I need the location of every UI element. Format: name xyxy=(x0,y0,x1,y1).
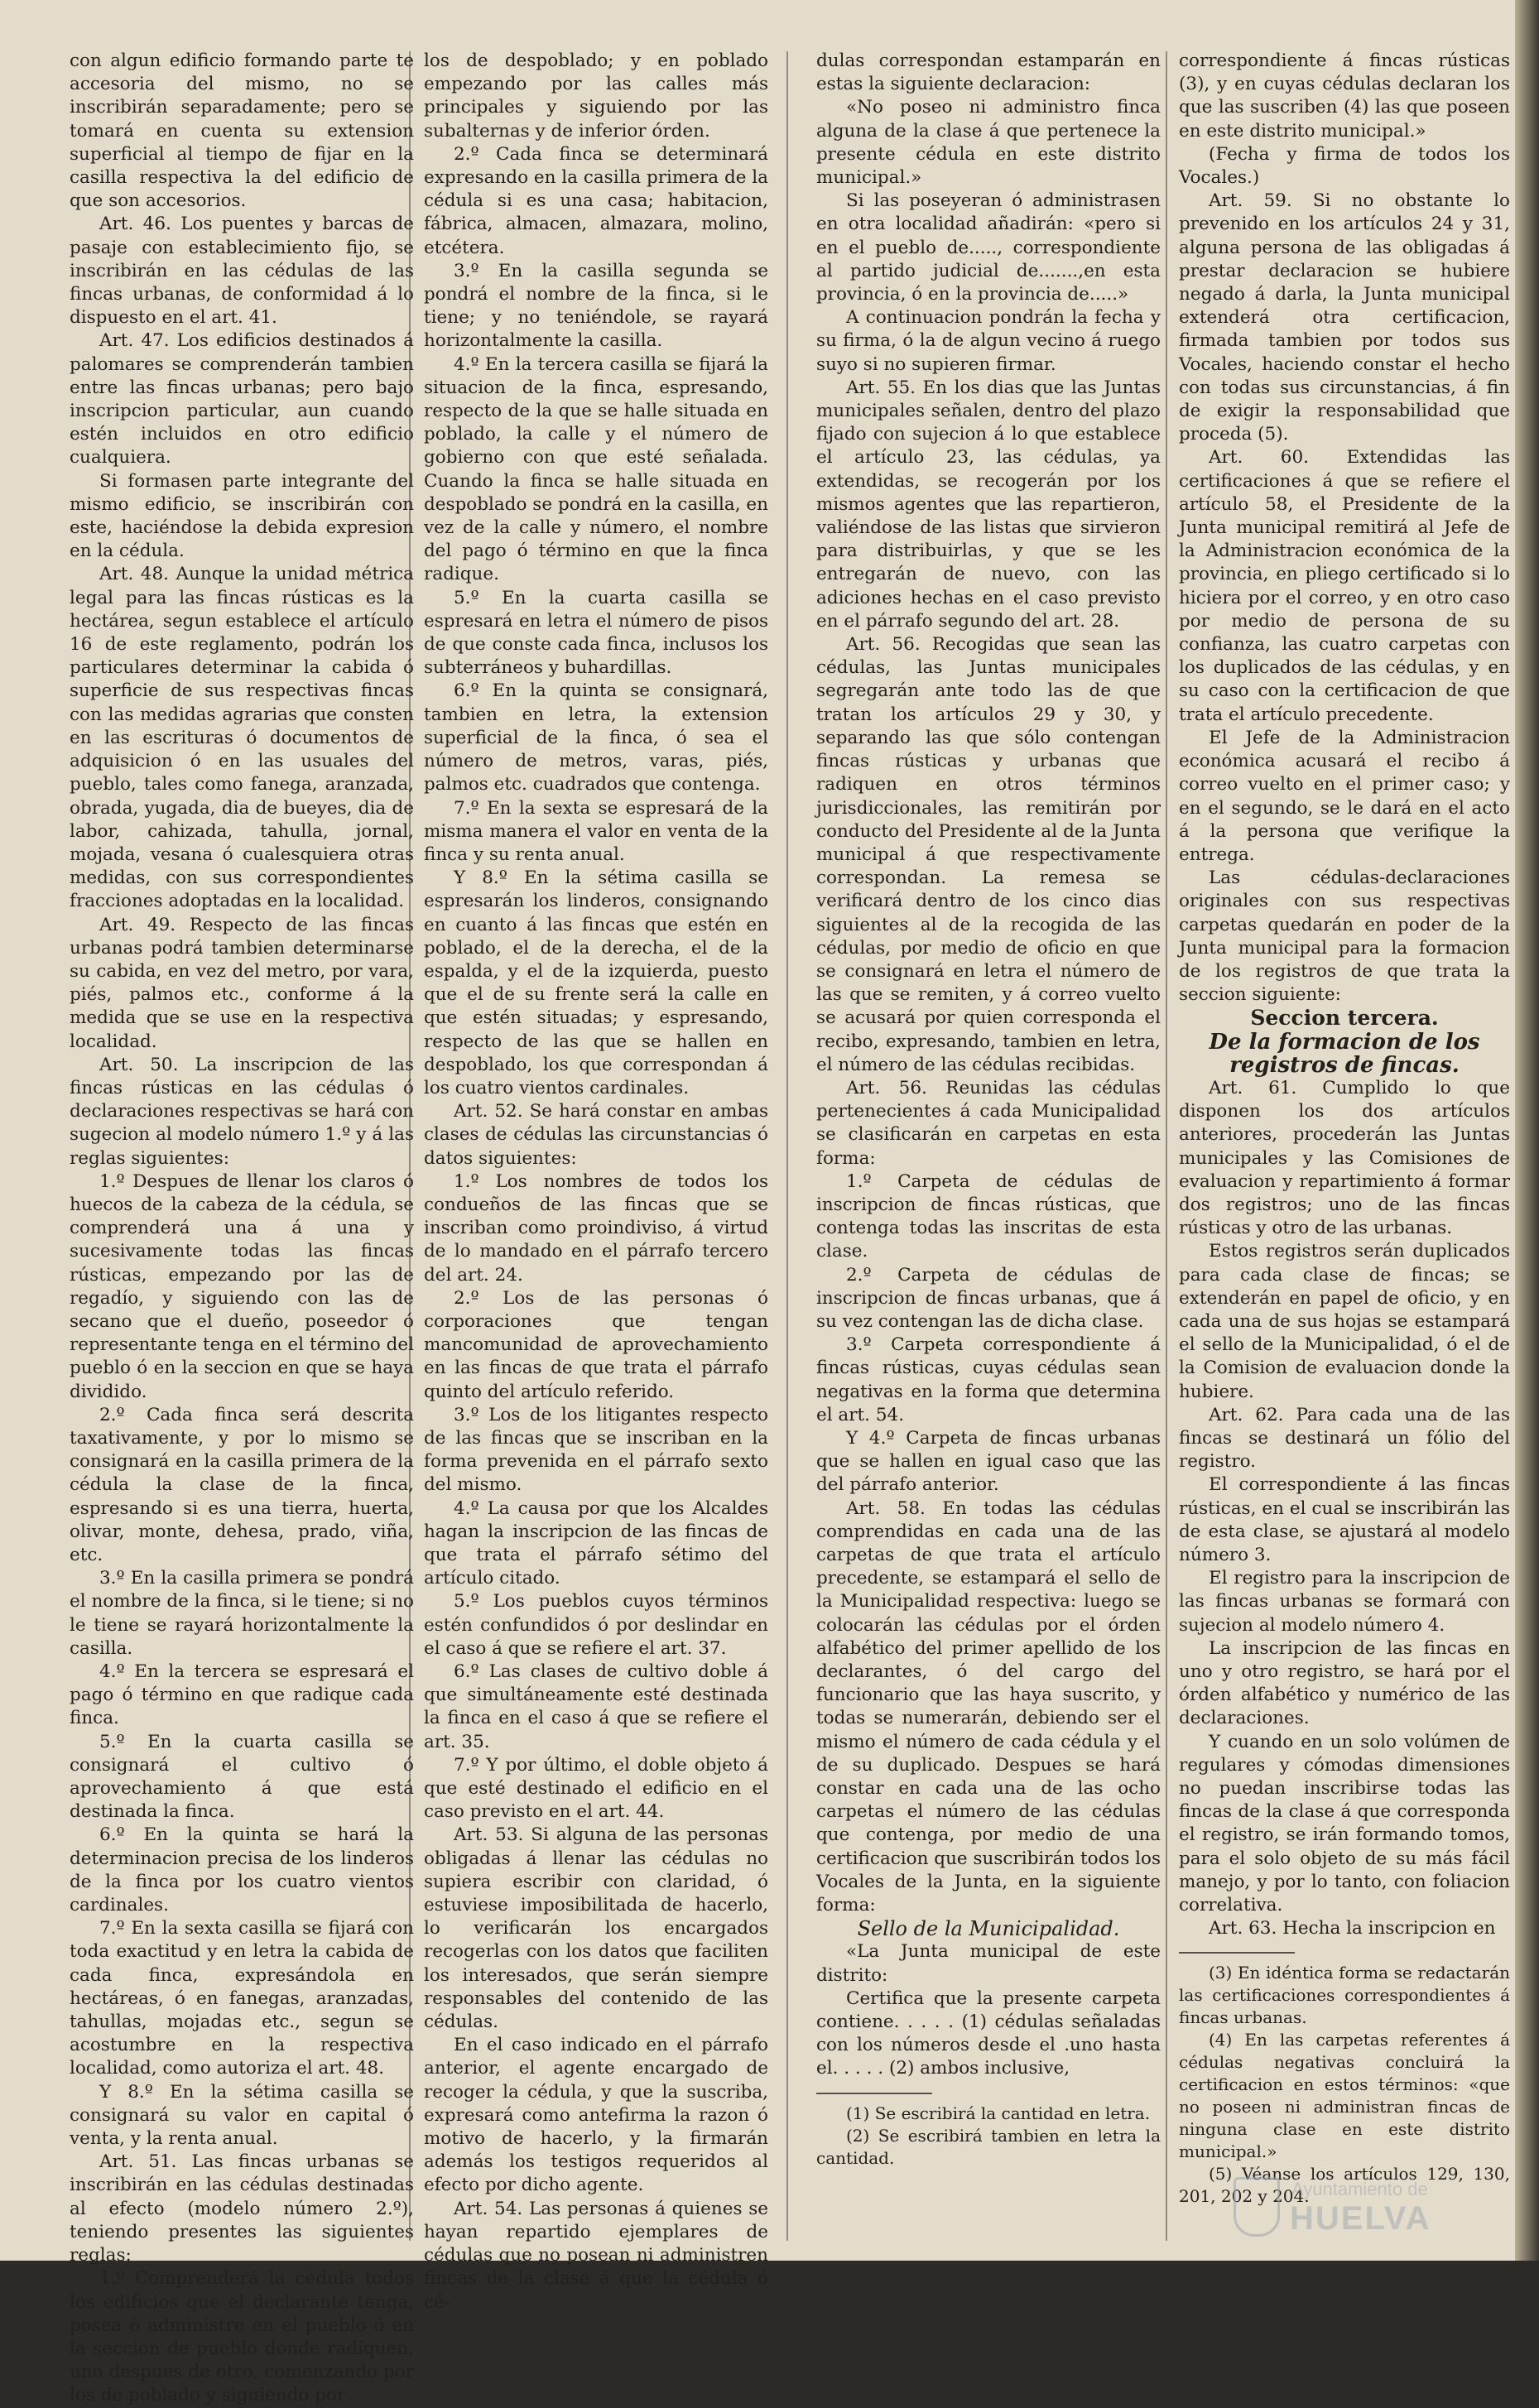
paragraph: 6.º Las clases de cultivo doble á que simultáneamente esté destinada la finca en el caso á que se refiere el art. 35. xyxy=(424,1661,768,1752)
paragraph: 2.º Carpeta de cédulas de inscripcion de fincas urbanas, que á su vez contengan las de dicha clase. xyxy=(816,1264,1161,1332)
paragraph: Art. 54. Las personas á quienes se hayan repartido ejemplares de cédulas que no posean ni administren fincas de la clase á que la cédula ó cé- xyxy=(424,2198,768,2313)
paragraph: Art. 52. Se hará constar en ambas clases de cédulas las circunstancias ó datos siguientes: xyxy=(424,1101,768,1169)
column-3-body xyxy=(816,50,1161,1917)
section-subheading: De la formacion de los registros de fincas. xyxy=(1209,1029,1480,1078)
footnote: (1) Se escribirá la cantidad en letra. xyxy=(846,2103,1151,2123)
paragraph: 3.º Los de los litigantes respecto de las fincas que se inscriban en la forma prevenida en el párrafo sexto del mismo. xyxy=(424,1404,768,1496)
paragraph: Art. 46. Los puentes y barcas de pasaje con establecimiento fijo, se inscribirán en las cédulas de las fincas urbanas, de conformidad á lo dispuesto en el art. 41. xyxy=(70,214,414,329)
column-4-body-cont xyxy=(1179,1077,1510,1941)
paragraph: 4.º En la tercera casilla se fijará la situacion de la finca, espresando, respecto de la que se halle situada en poblado, la calle y el número de gobierno con que esté señalada. Cuando la finca se halle situada en despoblado se pondrá en la casilla, en vez de la calle y número, el nombre del pago ó término en que la finca radique. xyxy=(424,353,768,585)
section-heading: Seccion tercera. xyxy=(1250,1006,1439,1031)
paragraph: Art. 56. Recogidas que sean las cédulas, las Juntas municipales segregarán ante todo las de que tratan los artículos 29 y 30, y separando las que sólo contengan fincas rústicas y urbanas que radiquen en otros términos jurisdiccionales, las remitirán por conducto del Presidente al de la Junta municipal á que respectivamente correspondan. La remesa se verificará dentro de los cinco dias siguientes al de la recogida de las cédulas, por medio de oficio en que se consignará en letra el número de las que se remiten, y á correo vuelto se acusará por quien corresponda el recibo, expresando, tambien en letra, el número de las cédulas recibidas. xyxy=(816,634,1161,1075)
paragraph: 1.º Comprenderá la cédula todos los edificios que el declarante tenga, posea ó administre en el pueblo ó en la seccion de pueblo donde radiquen, uno despues de otro, comenzando por los de poblado y siguiendo por xyxy=(70,2268,414,2406)
paragraph: Art. 56. Reunidas las cédulas pertenecientes á cada Municipalidad se clasificarán en carpetas en esta forma: xyxy=(816,1077,1161,1169)
paragraph: Art. 55. En los dias que las Juntas municipales señalen, dentro del plazo fijado con sujecion á lo que establece el artículo 23, las cédulas, ya extendidas, se recogerán por los mismos agentes que las repartieron, valiéndose de las listas que sirvieron para distribuirlas, y que se les entregarán de nuevo, con las adiciones hechas en el caso previsto en el párrafo segundo del art. 28. xyxy=(816,377,1161,632)
paragraph: En el caso indicado en el párrafo anterior, el agente encargado de recoger la cédula, y que la suscriba, expresará como antefirma la razon ó motivo de hacerlo, y la firmarán además los testigos requeridos al efecto por dicho agente. xyxy=(424,2035,768,2196)
paragraph: Estos registros serán duplicados para cada clase de fincas; se extenderán en papel de oficio, y en cada una de sus hojas se estampará el sello de la Municipalidad, ó el de la Comision de evaluacion donde la hubiere. xyxy=(1179,1241,1510,1402)
paragraph: 1.º Los nombres de todos los condueños de las fincas que se inscriban como proindiviso, á virtud de lo mandado en el párrafo tercero del art. 24. xyxy=(424,1170,768,1286)
footnote-rule xyxy=(1179,1952,1295,1954)
paragraph: Y 8.º En la sétima casilla se consignará su valor en capital ó venta, y la renta anual. xyxy=(70,2081,414,2150)
watermark-line1: Ayuntamiento de xyxy=(1291,2179,1428,2199)
paragraph: Y 4.º Carpeta de fincas urbanas que se hallen en igual caso que las del párrafo anterior. xyxy=(816,1427,1161,1496)
paragraph: Art. 48. Aunque la unidad métrica legal para las fincas rústicas es la hectárea, segun establece el artículo 16 de este reglamento, podrán los particulares determinar la cabida ó superficie de sus respectivas fincas con las medidas agrarias que consten en las escrituras ó documentos de adquisicion ó en las usuales del pueblo, tales como fanega, aranzada, obrada, yugada, dia de bueyes, dia de labor, cahizada, tahulla, jornal, mojada, vesana ó cualesquiera otras medidas, con sus correspondientes fracciones adoptadas en la localidad. xyxy=(70,564,414,912)
paragraph: Art. 51. Las fincas urbanas se inscribirán en las cédulas destinadas al efecto (modelo número 2.º), teniendo presentes las siguientes reglas: xyxy=(70,2151,414,2266)
column-rule xyxy=(786,51,788,2241)
paragraph: El correspondiente á las fincas rústicas, en el cual se inscribirán las de esta clase, se ajustará al modelo número 3. xyxy=(1179,1474,1510,1565)
paragraph: Art. 49. Respecto de las fincas urbanas podrá tambien determinarse su cabida, en vez del metro, por vara, piés, palmos etc., conforme á la medida que se use en la respectiva localidad. xyxy=(70,914,414,1052)
paragraph: 3.º Carpeta correspondiente á fincas rústicas, cuyas cédulas sean negativas en la forma que determina el art. 54. xyxy=(816,1334,1161,1425)
paragraph: Las cédulas-declaraciones originales con sus respectivas carpetas quedarán en poder de la Junta municipal para la formacion de los registros de que trata la seccion siguiente: xyxy=(1179,868,1510,1006)
paragraph: 2.º Cada finca será descrita taxativamente, y por lo mismo se consignará en la casilla primera de la cédula la clase de la finca, espresando si es una tierra, huerta, olivar, monte, dehesa, prado, viña, etc. xyxy=(70,1404,414,1565)
paragraph: dulas correspondan estamparán en estas la siguiente declaracion: xyxy=(816,50,1161,95)
paragraph: 5.º En la cuarta casilla se espresará en letra el número de pisos de que conste cada finca, inclusos los subterráneos y buhardillas. xyxy=(424,587,768,679)
paragraph: 1.º Carpeta de cédulas de inscripcion de fincas rústicas, que contenga todas las inscritas de esta clase. xyxy=(816,1170,1161,1262)
page-edge xyxy=(1515,0,1539,2261)
paragraph: con algun edificio formando parte te accesoria del mismo, no se inscribirán separadamente; pero se tomará en cuenta su extension superficial al tiempo de fijar en la casilla respectiva la del edificio de que son accesorios. xyxy=(70,50,414,212)
footnote: (4) En las carpetas referentes á cédulas negativas concluirá la certificacion en estos términos: «que no poseen ni administran fincas de ninguna clase en este distrito municipal.» xyxy=(1179,2030,1510,2162)
watermark-logo xyxy=(1217,2169,1515,2252)
footnote: (5) Véanse los artículos 129, 130, 201, 202 y 204. xyxy=(1179,2164,1510,2207)
paragraph: 4.º La causa por que los Alcaldes hagan la inscripcion de las fincas de que trata el párrafo sétimo del artículo citado. xyxy=(424,1497,768,1589)
paragraph: 3.º En la casilla segunda se pondrá el nombre de la finca, si le tiene; y no teniéndole, se rayará horizontalmente la casilla. xyxy=(424,260,768,352)
paragraph: 7.º En la sexta casilla se fijará con toda exactitud y en letra la cabida de cada finca, expresándola en hectáreas, ó en fanegas, aranzadas, tahullas, mojadas etc., segun se acostumbre en la respectiva localidad, como autoriza el art. 48. xyxy=(70,1918,414,2079)
paragraph: «No poseo ni administro finca alguna de la clase á que pertenece la presente cédula en este distrito municipal.» xyxy=(816,97,1161,189)
column-2 xyxy=(424,50,768,2314)
paragraph: Si formasen parte integrante del mismo edificio, se inscribirán con este, haciéndose la debida expresion en la cédula. xyxy=(70,470,414,562)
paragraph: Y 8.º En la sétima casilla se espresarán los linderos, consignando en cuanto á las fincas que estén en poblado, el de la derecha, el de la espalda, y el de la izquierda, puesto que el de su frente será la calle en que estén situadas; y espresando, respecto de las que se hallen en despoblado, los que correspondan á los cuatro vientos cardinales. xyxy=(424,868,768,1098)
paragraph: El Jefe de la Administracion económica acusará el recibo á correo vuelto en el primer caso; y en el segundo, se le dará en el acto á la persona que verifique la entrega. xyxy=(1179,727,1510,865)
paragraph: los de despoblado; y en poblado empezando por las calles más principales y siguiendo por las subalternas y de inferior órden. xyxy=(424,50,768,142)
paragraph: Art. 62. Para cada una de las fincas se destinará un fólio del registro. xyxy=(1179,1404,1510,1473)
paragraph: «La Junta municipal de este distrito: xyxy=(816,1941,1161,1986)
paragraph: 1.º Despues de llenar los claros ó huecos de la cabeza de la cédula, se comprenderá una á una y sucesivamente todas las fincas rústicas, empezando por las de regadío, y siguiendo con las de secano que el dueño, poseedor ó representante tenga en el término del pueblo ó en la seccion en que se haya dividido. xyxy=(70,1170,414,1402)
paragraph: La inscripcion de las fincas en uno y otro registro, se hará por el órden alfabético y numérico de las declaraciones. xyxy=(1179,1637,1510,1729)
column-4 xyxy=(1179,50,1510,2208)
paragraph: 5.º Los pueblos cuyos términos estén confundidos ó por deslindar en el caso á que se refiere el art. 37. xyxy=(424,1591,768,1659)
footnote: (2) Se escribirá tambien en letra la cantidad. xyxy=(816,2125,1161,2168)
footnotes xyxy=(816,2103,1161,2170)
paragraph: El registro para la inscripcion de las fincas urbanas se formará con sujecion al modelo número 4. xyxy=(1179,1568,1510,1636)
paragraph: Art. 63. Hecha la inscripcion en xyxy=(1209,1918,1496,1939)
paragraph: correspondiente á fincas rústicas (3), y en cuyas cédulas declaran los que las suscriben (4) las que poseen en este distrito municipal.» xyxy=(1179,50,1510,142)
certificate-text xyxy=(816,1940,1161,2080)
paragraph: Certifica que la presente carpeta contiene. . . . . (1) cédulas señaladas con los números desde el .uno hasta el. . . . . (2) ambos inclusive, xyxy=(816,1987,1161,2079)
paragraph: 6.º En la quinta se consignará, tambien en letra, la extension superficial de la finca, ó sea el número de metros, varas, piés, palmos etc. cuadrados que contenga. xyxy=(424,680,768,795)
paragraph: 2.º Los de las personas ó corporaciones que tengan mancomunidad de aprovechamiento en las fincas de que trata el párrafo quinto del artículo referido. xyxy=(424,1287,768,1402)
paragraph: Art. 53. Si alguna de las personas obligadas á llenar las cédulas no supiera escribir con claridad, ó estuviese imposibilitada de hacerlo, lo verificarán los encargados recogerlas con los datos que faciliten los interesados, que serán siempre responsables del contenido de las cédulas. xyxy=(424,1824,768,2033)
paragraph: 5.º En la cuarta casilla se consignará el cultivo ó aprovechamiento á que está destinada la finca. xyxy=(70,1731,414,1823)
column-rule xyxy=(1166,51,1167,2241)
paragraph: Art. 60. Extendidas las certificaciones á que se refiere el artículo 58, el Presidente de la Junta municipal remitirá al Jefe de la Administracion económica de la provincia, en pliego certificado si lo hiciera por el correo, y en otro caso por medio de persona de su confianza, las cuatro carpetas con los duplicados de las cédulas, y en su caso con la certificacion de que trata el artículo precedente. xyxy=(1179,447,1510,725)
paragraph: (Fecha y firma de todos los Vocales.) xyxy=(1179,143,1510,189)
paragraph: Art. 47. Los edificios destinados á palomares se comprenderán tambien entre las fincas urbanas; pero bajo inscripcion particular, aun cuando estén incluidos en otro edificio cualquiera. xyxy=(70,330,414,469)
paragraph: Art. 61. Cumplido lo que disponen los dos artículos anteriores, procederán las Juntas municipales y las Comisiones de evaluacion y repartimiento á formar dos registros; uno de las fincas rústicas y otro de las urbanas. xyxy=(1179,1077,1510,1239)
column-4-body xyxy=(1179,50,1510,1007)
paragraph: 3.º En la casilla primera se pondrá el nombre de la finca, si le tiene; si no le tiene se rayará horizontalmente la casilla. xyxy=(70,1568,414,1659)
crest-icon xyxy=(1234,2177,1280,2237)
column-1 xyxy=(70,50,414,2408)
paragraph: Art. 59. Si no obstante lo prevenido en los artículos 24 y 31, alguna persona de las obligadas á prestar declaracion se hubiere negado á darla, la Junta municipal extenderá otra certificacion, firmada tambien por todos sus Vocales, haciendo constar el hecho con todas sus circunstancias, á fin de exigir la responsabilidad que proceda (5). xyxy=(1179,190,1510,445)
paragraph: 6.º En la quinta se hará la determinacion precisa de los linderos de la finca por los cuatro vientos cardinales. xyxy=(70,1824,414,1916)
watermark-line2: HUELVA xyxy=(1290,2200,1431,2237)
footnote: (3) En idéntica forma se redactarán las certificaciones correspondientes á fincas urbanas. xyxy=(1179,1963,1510,2028)
paragraph: 7.º Y por último, el doble objeto á que esté destinado el edificio en el caso previsto en el art. 44. xyxy=(424,1754,768,1823)
paragraph: Si las poseyeran ó administrasen en otra localidad añadirán: «pero si en el pueblo de....., correspondiente al partido judicial de.......,en esta provincia, ó en la provincia de.....» xyxy=(816,190,1161,305)
paragraph: Art. 58. En todas las cédulas comprendidas en cada una de las carpetas de que trata el artículo precedente, se estampará el sello de la Municipalidad respectiva: luego se colocarán las cédulas por el órden alfabético del primer apellido de los declarantes, ó del cargo del funcionario que las haya suscrito, y todas se numerarán, debiendo ser el mismo el número de cada cédula y el de su duplicado. Despues se hará constar en cada una de las ocho carpetas el número de las cédulas que contenga, por medio de una certificacion que suscribirán todos los Vocales de la Junta, en la siguiente forma: xyxy=(816,1497,1161,1916)
paragraph: 7.º En la sexta se espresará de la misma manera el valor en venta de la finca y su renta anual. xyxy=(424,797,768,865)
column-3 xyxy=(816,50,1161,2170)
footnote-rule xyxy=(816,2093,932,2094)
paragraph: 4.º En la tercera se espresará el pago ó término en que radique cada finca. xyxy=(70,1661,414,1729)
paragraph: 2.º Cada finca se determinará expresando en la casilla primera de la cédula si es una casa; habitacion, fábrica, almacen, almazara, molino, etcétera. xyxy=(424,143,768,258)
paragraph: Y cuando en un solo volúmen de regulares y cómodas dimensiones no puedan inscribirse todas las fincas de la clase á que corresponda el registro, se irán formando tomos, para el solo objeto de su más fácil manejo, y por lo tanto, con foliacion correlativa. xyxy=(1179,1731,1510,1916)
paragraph: A continuacion pondrán la fecha y su firma, ó la de algun vecino á ruego suyo si no supieren firmar. xyxy=(816,307,1161,375)
paragraph: Art. 50. La inscripcion de las fincas rústicas en las cédulas ó declaraciones respectivas se hará con sugecion al modelo número 1.º y á las reglas siguientes: xyxy=(70,1054,414,1169)
seal-heading: Sello de la Municipalidad. xyxy=(857,1917,1120,1941)
